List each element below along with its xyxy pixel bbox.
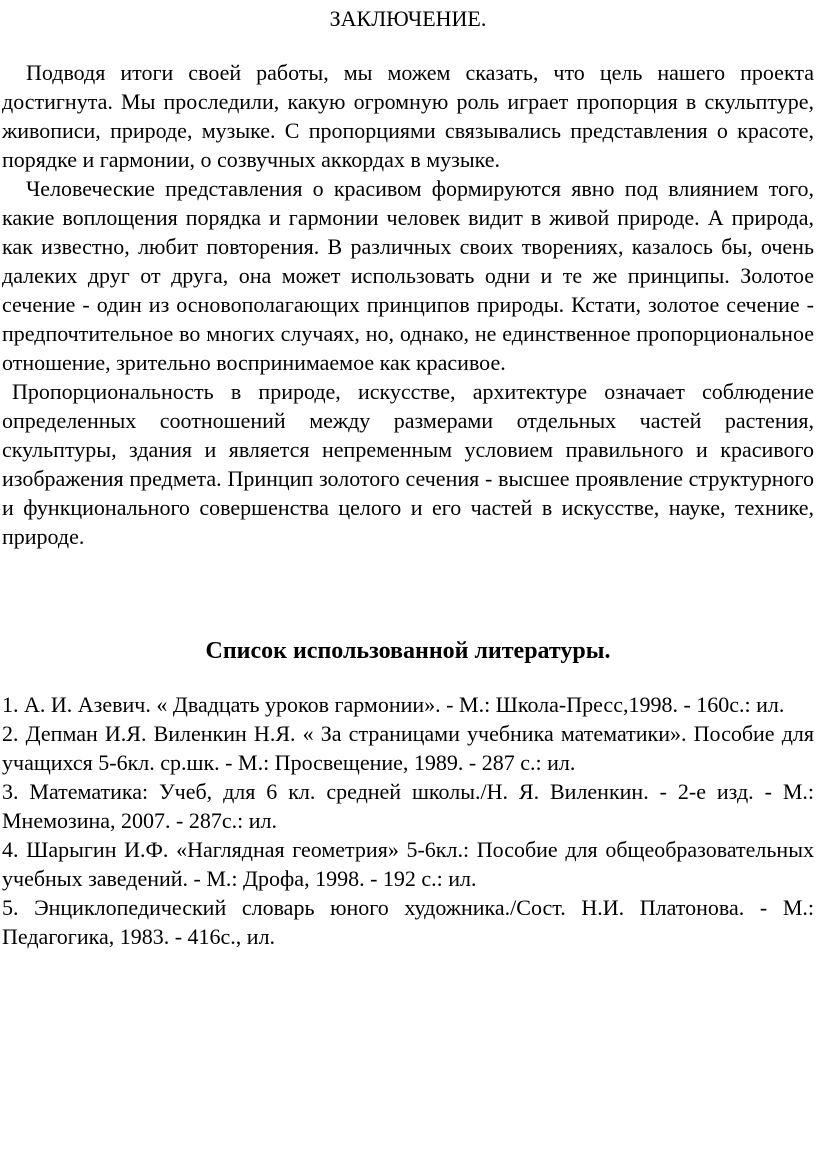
conclusion-paragraph-2: Человеческие представления о красивом формируются явно под влиянием того, какие воплощения порядка и гармонии человек видит в живой природе. А природа, как известно, любит повторения. В различных своих творениях, казалось бы, очень далеких друг от друга, она может использовать одни и те же принципы. Золотое сечение - один из основополагающих принципов природы. Кстати, золотое сечение - предпочтительное во многих случаях, но, однако, не единственное пропорциональное отношение, зрительно воспринимаемое как красивое. <box>2 176 814 375</box>
conclusion-paragraph-1: Подводя итоги своей работы, мы можем сказать, что цель нашего проекта достигнута. Мы проследили, какую огромную роль играет пропорция в скульптуре, живописи, природе, музыке. С пропорциями связывались представления о красоте, порядке и гармонии, о созвучных аккордах в музыке. <box>2 60 814 172</box>
bibliography-list <box>2 690 814 951</box>
bibliography-item: 4. Шарыгин И.Ф. «Наглядная геометрия» 5-6кл.: Пособие для общеобразовательных учебных заведений. - М.: Дрофа, 1998. - 192 с.: ил. <box>2 837 814 891</box>
bibliography-item: 2. Депман И.Я. Виленкин Н.Я. « За страницами учебника математики». Пособие для учащихся 5-6кл. ср.шк. - М.: Просвещение, 1989. - 287 с.: ил. <box>2 721 814 775</box>
bibliography-item: 1. А. И. Азевич. « Двадцать уроков гармонии». - М.: Школа-Пресс,1998. - 160с.: ил. <box>2 692 785 717</box>
bibliography-title: Список использованной литературы. <box>205 638 611 664</box>
bibliography-item: 5. Энциклопедический словарь юного художника./Сост. Н.И. Платонова. - М.: Педагогика, 1983. - 416с., ил. <box>2 895 814 949</box>
conclusion-paragraph-3: Пропорциональность в природе, искусстве, архитектуре означает соблюдение определенных соотношений между размерами отдельных частей растения, скульптуры, здания и является непременным условием правильного и красивого изображения предмета. Принцип золотого сечения - высшее проявление структурного и функционального совершенства целого и его частей в искусстве, науке, технике, природе. <box>2 379 814 549</box>
page-title: ЗАКЛЮЧЕНИЕ. <box>329 6 487 31</box>
bibliography-item: 3. Математика: Учеб, для 6 кл. средней школы./Н. Я. Виленкин. - 2-е изд. - М.: Мнемозина, 2007. - 287с.: ил. <box>2 779 814 833</box>
